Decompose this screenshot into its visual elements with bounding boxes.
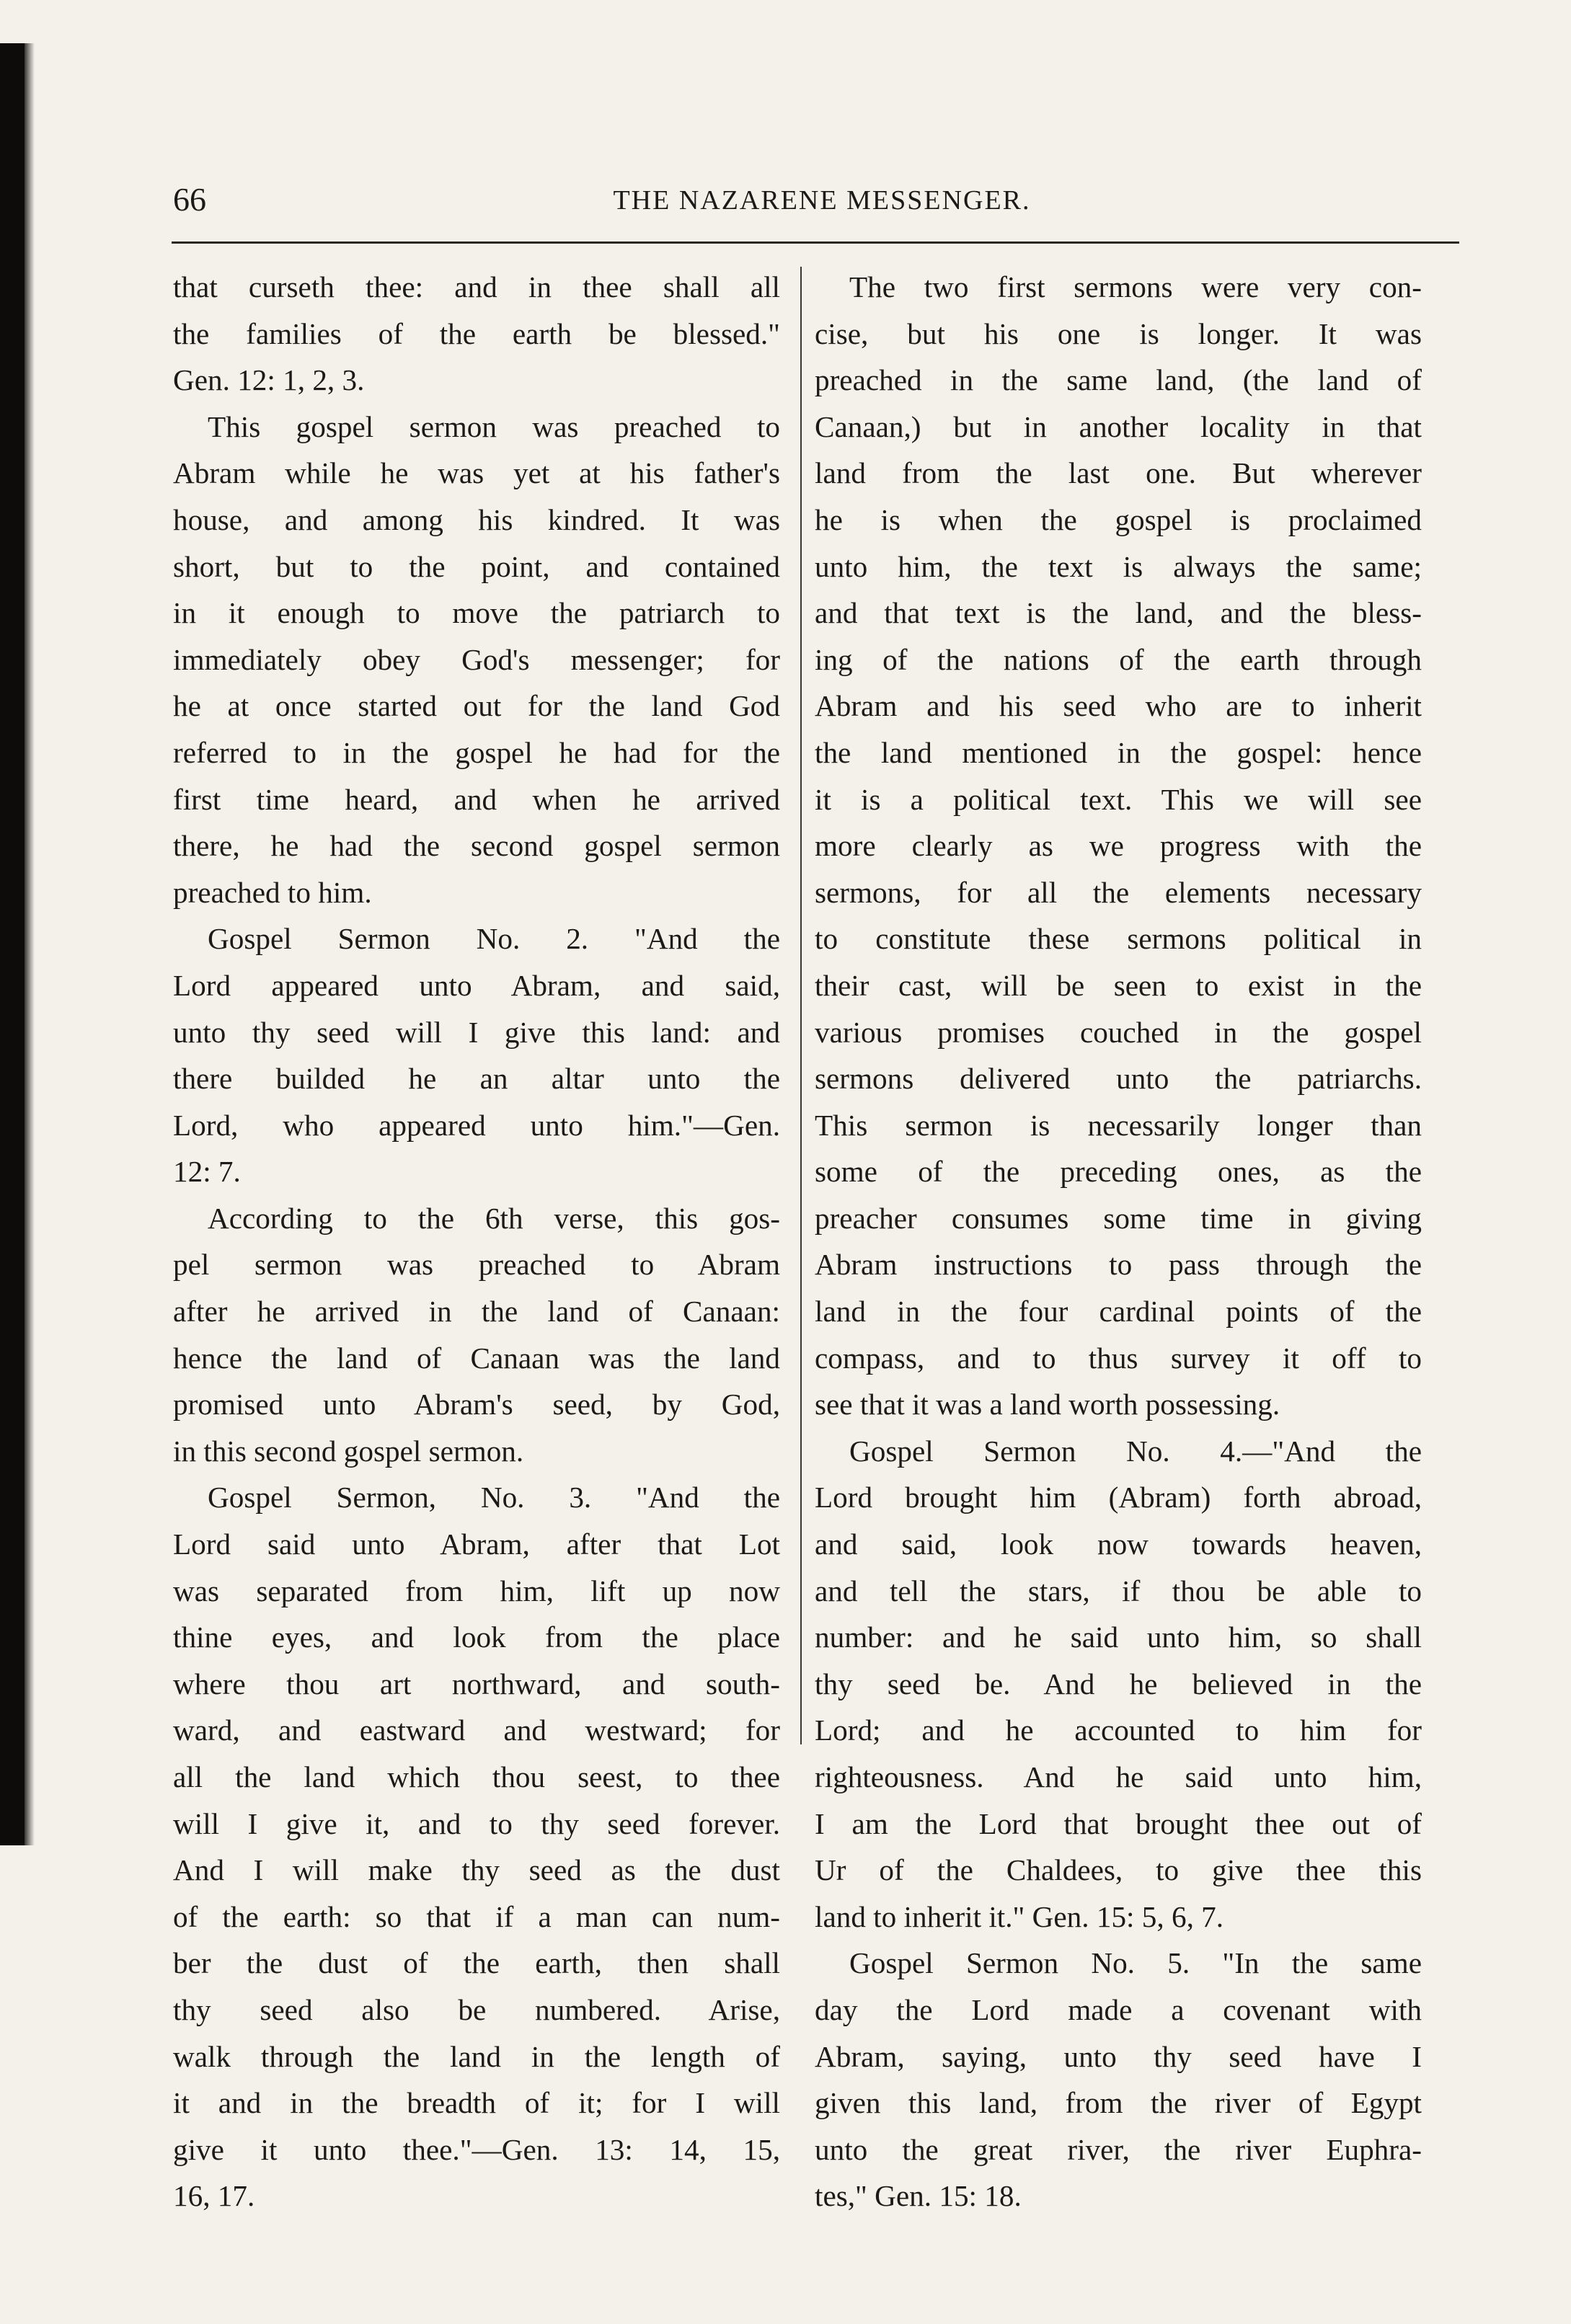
text-line: of the earth: so that if a man can num- [173, 1899, 780, 1933]
text-line: I am the Lord that brought thee out of [815, 1806, 1422, 1840]
binding-edge [0, 43, 25, 1845]
text-line: Abram and his seed who are to inherit [815, 689, 1422, 723]
text-line: it is a political text. This we will see [815, 782, 1422, 816]
text-line: 16, 17. [173, 2179, 255, 2213]
text-line: Lord said unto Abram, after that Lot [173, 1527, 780, 1561]
page-header [173, 180, 1471, 223]
text-line: Lord appeared unto Abram, and said, [173, 968, 780, 1002]
text-line: and that text is the land, and the bless- [815, 596, 1422, 630]
text-line: more clearly as we progress with the [815, 829, 1422, 863]
text-line: This sermon is necessarily longer than [815, 1108, 1422, 1142]
text-line: According to the 6th verse, this gos- [208, 1201, 780, 1235]
text-line: Lord, who appeared unto him."—Gen. [173, 1108, 780, 1142]
text-line: number: and he said unto him, so shall [815, 1620, 1422, 1654]
text-line: land to inherit it." Gen. 15: 5, 6, 7. [815, 1899, 1224, 1933]
text-line: the land mentioned in the gospel: hence [815, 735, 1422, 769]
text-line: promised unto Abram's seed, by God, [173, 1388, 780, 1422]
binding-shadow [25, 43, 35, 1845]
text-line: some of the preceding ones, as the [815, 1155, 1422, 1189]
text-line: first time heard, and when he arrived [173, 782, 780, 816]
text-line: Gospel Sermon No. 4.—"And the [849, 1434, 1422, 1468]
text-line: land in the four cardinal points of the [815, 1295, 1422, 1329]
text-line: thy seed also be numbered. Arise, [173, 1992, 780, 2026]
text-line: ber the dust of the earth, then shall [173, 1946, 780, 1980]
text-line: tes," Gen. 15: 18. [815, 2179, 1022, 2213]
text-line: cise, but his one is longer. It was [815, 316, 1422, 350]
text-line: Lord; and he accounted to him for [815, 1713, 1422, 1747]
text-line: the families of the earth be blessed." [173, 316, 780, 350]
text-line: given this land, from the river of Egypt [815, 2086, 1422, 2120]
text-line: compass, and to thus survey it off to [815, 1341, 1422, 1375]
text-line: that curseth thee: and in thee shall all [173, 270, 780, 303]
text-line: The two first sermons were very con- [849, 270, 1422, 303]
text-line: preached to him. [173, 875, 372, 909]
text-line: righteousness. And he said unto him, [815, 1760, 1422, 1793]
text-line: preached in the same land, (the land of [815, 363, 1422, 397]
text-line: sermons, for all the elements necessary [815, 875, 1422, 909]
text-line: Lord brought him (Abram) forth abroad, [815, 1481, 1422, 1514]
column-divider [800, 267, 802, 1744]
text-line: Gospel Sermon, No. 3. "And the [208, 1481, 780, 1514]
text-line: was separated from him, lift up now [173, 1574, 780, 1607]
text-line: preacher consumes some time in giving [815, 1201, 1422, 1235]
text-line: and tell the stars, if thou be able to [815, 1574, 1422, 1607]
text-line: thine eyes, and look from the place [173, 1620, 780, 1654]
text-line: after he arrived in the land of Canaan: [173, 1295, 780, 1329]
right-column [815, 264, 1422, 2219]
text-line: 12: 7. [173, 1155, 241, 1189]
text-line: unto thy seed will I give this land: and [173, 1015, 780, 1049]
text-line: Gospel Sermon No. 2. "And the [208, 922, 780, 956]
text-line: he is when the gospel is proclaimed [815, 502, 1422, 536]
text-line: ward, and eastward and westward; for [173, 1713, 780, 1747]
text-line: Canaan,) but in another locality in that [815, 409, 1422, 443]
text-line: sermons delivered unto the patriarchs. [815, 1062, 1422, 1096]
text-line: ing of the nations of the earth through [815, 642, 1422, 676]
running-title: THE NAZARENE MESSENGER. [613, 185, 1031, 216]
text-line: thy seed be. And he believed in the [815, 1667, 1422, 1700]
text-line: Ur of the Chaldees, to give thee this [815, 1853, 1422, 1887]
page-number: 66 [173, 181, 206, 218]
text-line: to constitute these sermons political in [815, 922, 1422, 956]
text-line: there builded he an altar unto the [173, 1062, 780, 1096]
text-line: Abram instructions to pass through the [815, 1248, 1422, 1282]
text-line: Abram, saying, unto thy seed have I [815, 2039, 1422, 2073]
text-line: all the land which thou seest, to thee [173, 1760, 780, 1793]
left-column [173, 264, 780, 2219]
text-line: And I will make thy seed as the dust [173, 1853, 780, 1887]
text-line: will I give it, and to thy seed forever. [173, 1806, 780, 1840]
text-line: hence the land of Canaan was the land [173, 1341, 780, 1375]
text-line: in this second gospel sermon. [173, 1434, 524, 1468]
text-line: various promises couched in the gospel [815, 1015, 1422, 1049]
text-line: referred to in the gospel he had for the [173, 735, 780, 769]
text-line: unto him, the text is always the same; [815, 549, 1422, 583]
text-line: Gospel Sermon No. 5. "In the same [849, 1946, 1422, 1980]
text-line: see that it was a land worth possessing. [815, 1388, 1280, 1422]
text-line: their cast, will be seen to exist in the [815, 968, 1422, 1002]
text-line: Gen. 12: 1, 2, 3. [173, 363, 365, 397]
text-line: land from the last one. But wherever [815, 456, 1422, 490]
header-rule [172, 241, 1459, 244]
text-line: where thou art northward, and south- [173, 1667, 780, 1700]
text-line: house, and among his kindred. It was [173, 502, 780, 536]
text-line: it and in the breadth of it; for I will [173, 2086, 780, 2120]
text-line: immediately obey God's messenger; for [173, 642, 780, 676]
text-line: day the Lord made a covenant with [815, 1992, 1422, 2026]
text-line: there, he had the second gospel sermon [173, 829, 780, 863]
text-line: give it unto thee."—Gen. 13: 14, 15, [173, 2132, 780, 2166]
text-line: in it enough to move the patriarch to [173, 596, 780, 630]
text-line: Abram while he was yet at his father's [173, 456, 780, 490]
text-line: unto the great river, the river Euphra- [815, 2132, 1422, 2166]
text-line: and said, look now towards heaven, [815, 1527, 1422, 1561]
text-line: pel sermon was preached to Abram [173, 1248, 780, 1282]
text-line: he at once started out for the land God [173, 689, 780, 723]
text-line: short, but to the point, and contained [173, 549, 780, 583]
text-line: walk through the land in the length of [173, 2039, 780, 2073]
text-line: This gospel sermon was preached to [208, 409, 780, 443]
